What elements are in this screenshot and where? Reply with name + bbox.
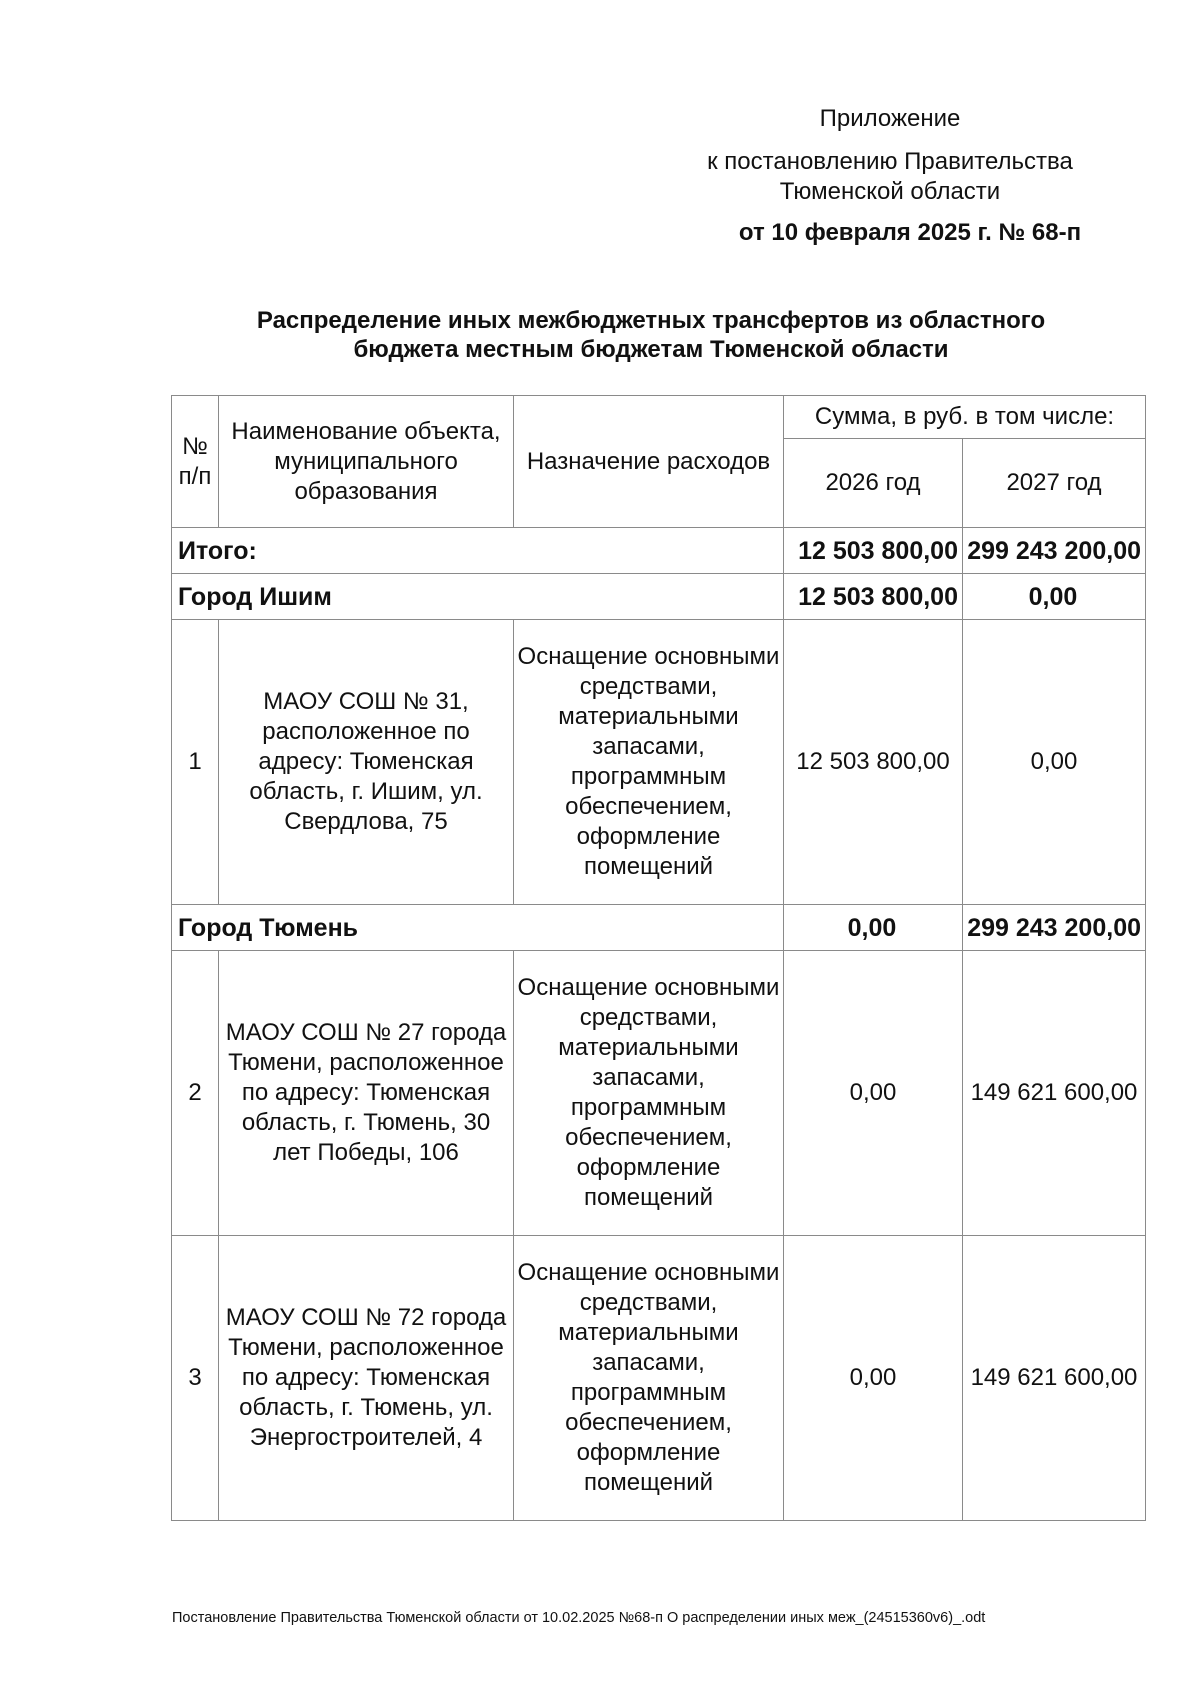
group-2027: 0,00 (963, 574, 1146, 620)
group-row-ishim (172, 574, 1146, 620)
row-object: МАОУ СОШ № 72 города Тюмени, расположенное по адресу: Тюменская область, г. Тюмень, ул. Энергостроителей, 4 (219, 1236, 514, 1521)
group-name: Город Тюмень (172, 905, 784, 951)
header-year-2026: 2026 год (784, 439, 963, 528)
table-row (172, 951, 1146, 1236)
row-num: 2 (172, 951, 219, 1236)
row-2027: 149 621 600,00 (963, 951, 1146, 1236)
header-num: № п/п (172, 396, 219, 528)
header-year-2027: 2027 год (963, 439, 1146, 528)
row-object: МАОУ СОШ № 31, расположенное по адресу: Тюменская область, г. Ишим, ул. Свердлова, 75 (219, 620, 514, 905)
header-name: Наименование объекта, муниципального образования (219, 396, 514, 528)
group-2026: 0,00 (784, 905, 963, 951)
group-2027: 299 243 200,00 (963, 905, 1146, 951)
row-2027: 0,00 (963, 620, 1146, 905)
title-line1: Распределение иных межбюджетных трансфертов из областного (256, 307, 1046, 334)
table-row (172, 620, 1146, 905)
row-2026: 0,00 (784, 1236, 963, 1521)
row-2027: 149 621 600,00 (963, 1236, 1146, 1521)
group-2026: 12 503 800,00 (784, 574, 963, 620)
row-object: МАОУ СОШ № 27 города Тюмени, расположенное по адресу: Тюменская область, г. Тюмень, 30 лет Победы, 106 (219, 951, 514, 1236)
total-2026: 12 503 800,00 (784, 528, 963, 574)
group-name: Город Ишим (172, 574, 784, 620)
row-num: 3 (172, 1236, 219, 1521)
title-line2: бюджета местным бюджетам Тюменской области (353, 336, 949, 363)
group-row-tyumen (172, 905, 1146, 951)
appendix-reference-line1: к постановлению Правительства (707, 148, 1073, 175)
row-2026: 0,00 (784, 951, 963, 1236)
header-purpose: Назначение расходов (514, 396, 784, 528)
table-row (172, 1236, 1146, 1521)
appendix-label: Приложение (819, 105, 961, 132)
total-2027: 299 243 200,00 (963, 528, 1146, 574)
row-purpose: Оснащение основными средствами, материальными запасами, программным обеспечением, оформление помещений (514, 1236, 784, 1521)
total-label: Итого: (172, 528, 784, 574)
total-row (172, 528, 1146, 574)
row-num: 1 (172, 620, 219, 905)
page-footer: Постановление Правительства Тюменской области от 10.02.2025 №68-п О распределении иных меж_(24515360v6)_.odt (172, 1610, 986, 1626)
row-purpose: Оснащение основными средствами, материальными запасами, программным обеспечением, оформление помещений (514, 951, 784, 1236)
appendix-reference-line2: Тюменской области (779, 178, 1001, 205)
resolution-number: от 10 февраля 2025 г. № 68-п (738, 219, 1082, 246)
row-purpose: Оснащение основными средствами, материальными запасами, программным обеспечением, оформление помещений (514, 620, 784, 905)
document-title (170, 306, 1132, 364)
header-sum: Сумма, в руб. в том числе: (784, 396, 1146, 439)
transfers-table (171, 395, 1146, 1521)
appendix-reference (640, 147, 1140, 207)
row-2026: 12 503 800,00 (784, 620, 963, 905)
header-row (172, 396, 1146, 439)
